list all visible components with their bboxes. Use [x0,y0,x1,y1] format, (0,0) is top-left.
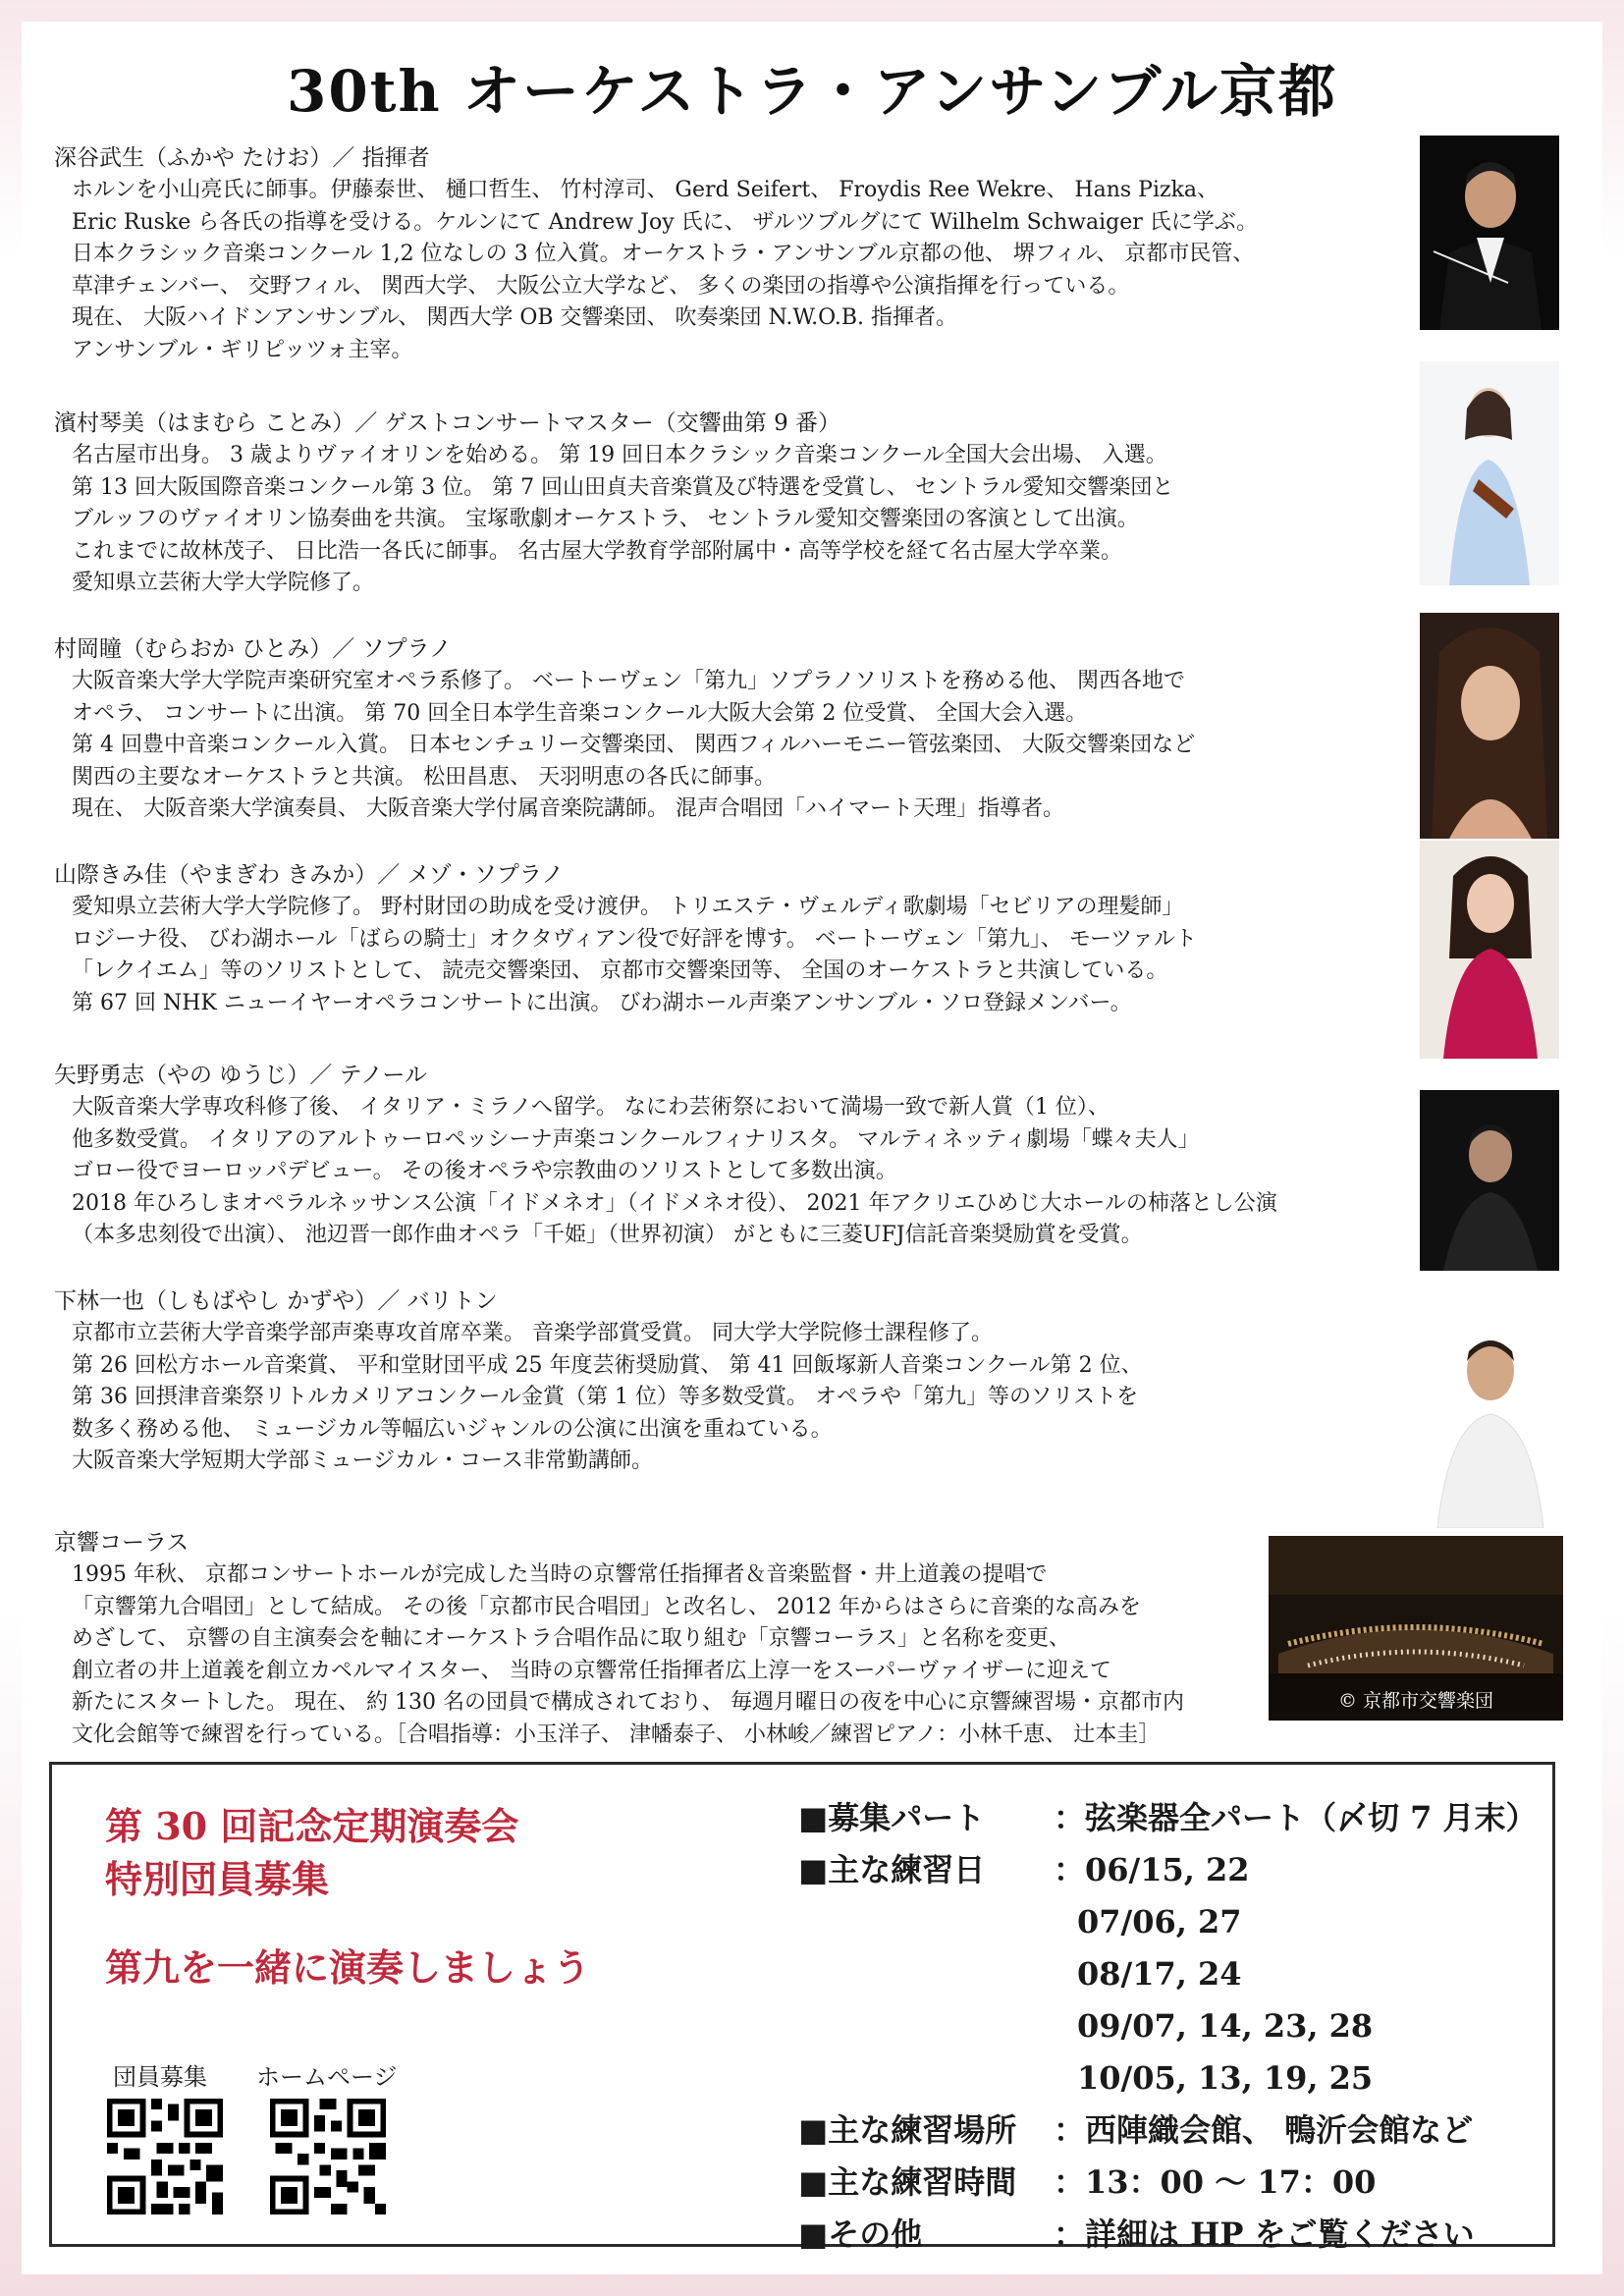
bio-fukaya [54,141,1360,366]
bio-hamamura [54,407,1360,600]
qr-code-icon [107,2099,223,2214]
info-place-row [798,2105,1538,2157]
bio-name: 深谷武生（ふかや たけお）／ 指揮者 [54,145,430,171]
bio-line: 愛知県立芸術大学大学院修了。 野村財団の助成を受け渡伊。 トリエステ・ヴェルディ歌劇場「セビリアの理髪師」 [72,895,1184,919]
bio-line: 数多く務める他、 ミュージカル等幅広いジャンルの公演に出演を重ねている。 [72,1416,833,1442]
mezzo-soprano-portrait-image [1420,841,1559,1059]
bio-line: アンサンブル・ギリピッツォ主宰。 [72,337,413,362]
bio-line: ロジーナ役、 びわ湖ホール「ばらの騎士」オクタヴィアン役で好評を博す。 ベートーヴェン「第九」、 モーツァルト [72,926,1197,952]
bio-name: 矢野勇志（やの ゆうじ）／ テノール [54,1063,427,1088]
bio-line: 第 13 回大阪国際音楽コンクール第 3 位。 第 7 回山田貞夫音楽賞及び特選を受賞し、 セントラル愛知交響楽団と [72,474,1174,500]
bio-muraoka [54,632,1360,826]
bio-line: 1995 年秋、 京都コンサートホールが完成した当時の京響常任指揮者＆音楽監督・井上道義の提唱で [72,1562,1048,1587]
dates-cont: 08/17, 24 [1077,1955,1242,1993]
bio-name: 濱村琴美（はまむら ことみ）／ ゲストコンサートマスター（交響曲第 9 番） [54,410,841,436]
time-label: ■主な練習時間 [798,2163,1017,2201]
bio-line: 愛知県立芸術大学大学院修了。 [72,571,375,595]
bio-name: 山際きみ佳（やまぎわ きみか）／ メゾ・ソプラノ [54,862,565,888]
bio-line: 日本クラシック音楽コンクール 1,2 位なしの 3 位入賞。オーケストラ・アンサンブル京都の他、 堺フィル、 京都市民管、 [72,242,1255,266]
info-part-row [798,1792,1538,1844]
bio-line: 文化会館等で練習を行っている。［合唱指導：小玉洋子、 津幡泰子、 小林峻／練習ピアノ：小林千恵、 辻本圭］ [72,1722,1161,1747]
part-value: ：弦楽器全パート（〆切 7 月末） [1054,1799,1538,1836]
bio-line: ゴロー役でヨーロッパデビュー。 その後オペラや宗教曲のソリストとして多数出演。 [72,1159,897,1183]
part-label: ■募集パート [798,1799,986,1836]
bio-line: 関西の主要なオーケストラと共演。 松田昌恵、 天羽明恵の各氏に師事。 [72,764,777,790]
place-label: ■主な練習場所 [798,2111,1017,2149]
bio-line: （本多忠刻役で出演）、 池辺晋一郎作曲オペラ「千姫」（世界初演） がともに三菱UFJ信託音楽奨励賞を受賞。 [72,1223,1143,1247]
baritone-portrait-image [1420,1312,1559,1528]
bio-line: 大阪音楽大学大学院声楽研究室オペラ系修了。 ベートーヴェン「第九」ソプラノソリストを務める他、 関西各地で [72,669,1186,693]
bio-line: 大阪音楽大学専攻科修了後、 イタリア・ミラノへ留学。 なにわ芸術祭において満場一致で新人賞（1 位）、 [72,1095,1110,1120]
bio-line: 第 26 回松方ホール音楽賞、 平和堂財団平成 25 年度芸術奨励賞、 第 41 回飯塚新人音楽コンクール第 2 位、 [72,1352,1143,1378]
bio-line: Eric Ruske ら各氏の指導を受ける。ケルンにて Andrew Joy 氏に、 ザルツブルグにて Wilhelm Schwaiger 氏に学ぶ。 [72,209,1259,235]
bio-name: 京響コーラス [54,1530,189,1556]
conductor-photo [1420,136,1559,330]
dates-value: ：06/15, 22 [1054,1851,1250,1888]
other-value: ：詳細は HP をご覧ください [1054,2215,1475,2253]
mezzo-soprano-photo [1420,841,1559,1059]
flyer-page [22,22,1602,2274]
homepage-qr-code[interactable] [270,2099,386,2214]
bio-line: 第 4 回豊中音楽コンクール入賞。 日本センチュリー交響楽団、 関西フィルハーモニー管弦楽団、 大阪交響楽団など [72,733,1196,757]
baritone-photo [1420,1312,1559,1528]
info-dates-row [798,1844,1538,1896]
bio-line: 大阪音楽大学短期大学部ミュージカル・コース非常勤講師。 [72,1449,654,1473]
bio-line: 京都市立芸術大学音楽学部声楽専攻首席卒業。 音楽学部賞受賞。 同大学大学院修士課程修了。 [72,1321,993,1345]
bio-shimobayashi [54,1285,1360,1478]
time-value: ：13：00 〜 17：00 [1054,2163,1377,2201]
other-label: ■その他 [798,2215,923,2253]
bio-line: 現在、 大阪音楽大学演奏員、 大阪音楽大学付属音楽院講師。 混声合唱団「ハイマート天理」指導者。 [72,796,1064,821]
dates-cont: 07/06, 27 [1077,1903,1242,1941]
bio-line: めざして、 京響の自主演奏会を軸にオーケストラ合唱作品に取り組む「京響コーラス」と名称を変更、 [72,1626,1071,1651]
bio-line: ブルッフのヴァイオリン協奏曲を共演。 宝塚歌劇オーケストラ、 セントラル愛知交響楽団の客演として出演。 [72,507,1139,531]
bio-line: 「京響第九合唱団」として結成。 その後「京都市民合唱団」と改名し、 2012 年からはさらに音楽的な高みを [72,1594,1141,1619]
violinist-photo [1420,361,1559,585]
bio-line: 第 36 回摂津音楽祭リトルカメリアコンクール金賞（第 1 位）等多数受賞。 オペラや「第九」等のソリストを [72,1385,1139,1409]
soprano-photo [1420,613,1559,839]
bio-yamagiwa [54,858,1360,1019]
bio-line: 創立者の井上道義を創立カペルマイスター、 当時の京響常任指揮者広上淳一をスーパーヴァイザーに迎えて [72,1658,1112,1683]
bio-line: 現在、 大阪ハイドンアンサンブル、 関西大学 OB 交響楽団、 吹奏楽団 N.W.O.B. 指揮者。 [72,305,958,330]
bio-line: 「レクイエム」等のソリストとして、 読売交響楽団、 京都市交響楽団等、 全国のオーケストラと共演している。 [72,958,1168,983]
bio-line: 第 67 回 NHK ニューイヤーオペラコンサートに出演。 びわ湖ホール声楽アンサンブル・ソロ登録メンバー。 [72,990,1132,1015]
bio-line: これまでに故林茂子、 日比浩一各氏に師事。 名古屋大学教育学部附属中・高等学校を経て名古屋大学卒業。 [72,538,1122,564]
info-time-row [798,2157,1538,2209]
dates-label: ■主な練習日 [798,1851,986,1888]
tenor-portrait-image [1420,1090,1559,1271]
chorus-photo [1269,1536,1563,1721]
violinist-portrait-image [1420,361,1559,585]
dates-cont: 10/05, 13, 19, 25 [1077,2059,1374,2097]
bio-line: ホルンを小山亮氏に師事。伊藤泰世、 樋口哲生、 竹村淳司、 Gerd Seifert、 Froydis Ree Wekre、 Hans Pizka、 [72,178,1219,202]
bio-kyokyo-chorus [54,1526,1360,1751]
bio-line: 草津チェンバー、 交野フィル、 関西大学、 大阪公立大学など、 多くの楽団の指導や公演指揮を行っている。 [72,273,1130,299]
bio-line: 新たにスタートした。 現在、 約 130 名の団員で構成されており、 毎週月曜日の夜を中心に京響練習場・京都市内 [72,1690,1184,1715]
info-other-row [798,2209,1538,2261]
bio-yano [54,1059,1360,1252]
qr-code-icon [270,2099,386,2214]
bio-line: オペラ、 コンサートに出演。 第 70 回全日本学生音楽コンクール大阪大会第 2 位受賞、 全国大会入選。 [72,700,1088,726]
dates-cont: 09/07, 14, 23, 28 [1077,2007,1374,2045]
recruitment-box [49,1762,1555,2253]
concert-heading: 第 30 回記念定期演奏会 [105,1804,519,1848]
qr-member-label: 団員募集 [113,2063,207,2091]
tenor-photo [1420,1090,1559,1271]
page-title: 30th オーケストラ・アンサンブル京都 [286,58,1337,125]
soprano-portrait-image [1420,613,1559,839]
qr-homepage-label: ホームページ [256,2063,398,2091]
recruit-info [798,1792,1538,2261]
bio-name: 村岡瞳（むらおか ひとみ）／ ソプラノ [54,636,452,662]
tagline: 第九を一緒に演奏しましょう [105,1945,591,1990]
bio-line: 他多数受賞。 イタリアのアルトゥーロペッシーナ声楽コンクールフィナリスタ。 マルティネッティ劇場「蝶々夫人」 [72,1126,1200,1152]
bio-line: 2018 年ひろしまオペラルネッサンス公演「イドメネオ」（イドメネオ役）、 2021 年アクリエひめじ大ホールの柿落とし公演 [72,1190,1277,1216]
recruit-heading: 特別団員募集 [105,1857,330,1901]
bio-name: 下林一也（しもばやし かずや）／ バリトン [54,1288,498,1314]
conductor-portrait-image [1420,136,1559,330]
photo-credit: © 京都市交響楽団 [1337,1690,1494,1712]
place-value: ：西陣織会館、 鴨沂会館など [1054,2111,1474,2149]
bio-line: 名古屋市出身。 3 歳よりヴァイオリンを始める。 第 19 回日本クラシック音楽コンクール全国大会出場、 入選。 [72,443,1167,467]
member-qr-code[interactable] [107,2099,223,2214]
